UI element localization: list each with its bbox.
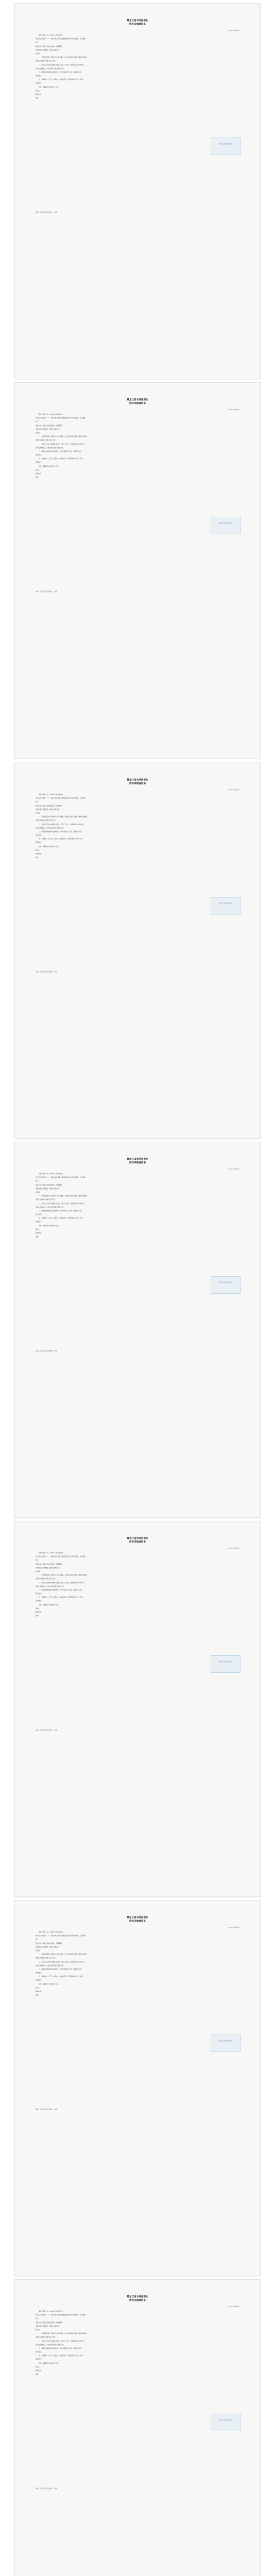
body-line: 在规定时间内与采购人签订合同。	[36, 1957, 57, 1959]
body-line: 视为放弃。	[36, 1972, 43, 1974]
body-line: 项目名称：黑龙江省农村信用社，服务期限	[36, 2321, 62, 2324]
body-line: 项目名称：黑龙江省农村信用社，服务期限	[36, 1942, 62, 1944]
body-line: 如下：	[36, 1938, 40, 1941]
body-line: 供应商：	[36, 1570, 41, 1572]
page-header	[15, 1521, 260, 1544]
body-line: 三、请于收到本通知书后按要求，与我方联系签订合同，逾期未签订的，	[39, 1209, 83, 1212]
document-date: 2024年1月10日	[229, 1547, 239, 1549]
body-line: 视为放弃。	[36, 2351, 43, 2353]
body-line: 联系人：	[36, 1986, 41, 1989]
body-line: 联系电话：	[36, 1232, 43, 1234]
body-line: 联系人：	[36, 849, 41, 851]
body-line: 投标文件的约定，与成交供应商签订书面合同。	[36, 67, 65, 70]
official-stamp: 黑龙江省农村信用社	[211, 2035, 241, 2052]
body-line: 地址：	[36, 1994, 40, 1996]
official-stamp: 黑龙江省农村信用社	[211, 897, 241, 914]
body-line: 同等效力。	[36, 1600, 43, 1602]
body-line: 联系人：	[36, 2365, 41, 2368]
body-line: 采购内容及采购数量，确定成交供应商	[36, 428, 59, 430]
org-title: 黑龙江省农村信用社	[127, 779, 148, 782]
page-footer: 第1页，黑龙江省农村信用社，共1页	[36, 1730, 58, 1731]
doc-title: 资料采购通知书	[129, 1162, 146, 1164]
body-line: 项目名称：黑龙江省农村信用社，服务期限	[36, 1183, 62, 1186]
document-date: 2024年1月10日	[229, 2306, 239, 2308]
body-text	[15, 1930, 260, 1997]
official-stamp: 黑龙江省农村信用社	[211, 138, 241, 155]
body-line: 同等效力。	[36, 461, 43, 464]
body-line: 三、请于收到本通知书后按要求，与我方联系签订合同，逾期未签订的，	[39, 1968, 83, 1970]
doc-title: 资料采购通知书	[129, 23, 146, 26]
body-line: 二、采购人应当自中标通知书发出之日起三十日内，按照招标文件和中标人	[39, 1960, 84, 1963]
body-line: 一、采购项目名称、服务内容、服务要求。成交供应商应当按照本通知书的要求	[39, 2332, 88, 2335]
doc-title: 资料采购通知书	[129, 2299, 146, 2302]
body-line: 采购内容及采购数量，确定成交供应商	[36, 2325, 59, 2327]
page-footer: 第1页，黑龙江省农村信用社，共1页	[36, 212, 58, 213]
body-line: 同等效力。	[36, 2358, 43, 2361]
document-page	[14, 1900, 261, 2276]
doc-title: 资料采购通知书	[129, 402, 146, 405]
body-line: 投标文件的约定，与成交供应商签订书面合同。	[36, 2343, 65, 2346]
org-title: 黑龙江省农村信用社	[127, 1158, 148, 1161]
body-line: 三、请于收到本通知书后按要求，与我方联系签订合同，逾期未签订的，	[39, 2347, 83, 2349]
body-line: 你方签订合同如下（一）采购人本次采购主要包括招标文件所列的服务，合同金额	[36, 1935, 85, 1937]
body-line: 一、采购项目名称、服务内容、服务要求。成交供应商应当按照本通知书的要求	[39, 1195, 88, 1197]
document-date: 2024年1月10日	[229, 29, 239, 31]
body-line: 供应商：	[36, 1191, 41, 1193]
page-footer: 第1页，黑龙江省农村信用社，共1页	[36, 971, 58, 973]
page-header	[15, 2280, 260, 2302]
body-line: 附件：采购项目中标结果一览表。	[39, 465, 60, 467]
page-footer: 第1页，黑龙江省农村信用社，共1页	[36, 2109, 58, 2110]
official-stamp: 黑龙江省农村信用社	[211, 517, 241, 534]
document-page	[14, 1521, 261, 1897]
body-line: 投标文件的约定，与成交供应商签订书面合同。	[36, 446, 65, 449]
body-line: 附件：采购项目中标结果一览表。	[39, 1982, 60, 1985]
document-page	[14, 1142, 261, 1518]
body-line: 地址：	[36, 97, 40, 99]
body-line: 项目名称：黑龙江省农村信用社，服务期限	[36, 804, 62, 807]
body-line: 项目名称：黑龙江省农村信用社，服务期限	[36, 1563, 62, 1565]
body-line: 一、采购项目名称、服务内容、服务要求。成交供应商应当按照本通知书的要求	[39, 1574, 88, 1577]
body-line: 四、本通知书一式三份，采购人、成交供应商、代理机构各执一份，具有	[39, 1975, 83, 1978]
org-title: 黑龙江省农村信用社	[127, 399, 148, 401]
body-line: 四、本通知书一式三份，采购人、成交供应商、代理机构各执一份，具有	[39, 78, 83, 81]
body-line: 二、采购人应当自中标通知书发出之日起三十日内，按照招标文件和中标人	[39, 1581, 84, 1584]
body-line: 如下：	[36, 41, 40, 44]
page-header	[15, 4, 260, 26]
body-line: 采购内容及采购数量，确定成交供应商	[36, 1945, 59, 1948]
body-line: 联系电话：	[36, 1990, 43, 1992]
body-line: 视为放弃。	[36, 1592, 43, 1595]
body-line: 地址：	[36, 1615, 40, 1617]
body-line: 供应商：	[36, 811, 41, 814]
body-line: 如下：	[36, 801, 40, 803]
body-line: 采购方名称：省，2024年1月10日发出。	[39, 1552, 64, 1554]
page-header	[15, 763, 260, 786]
body-line: 在规定时间内与采购人签订合同。	[36, 1198, 57, 1201]
body-line: 联系人：	[36, 89, 41, 92]
org-title: 黑龙江省农村信用社	[127, 2296, 148, 2298]
document-date: 2024年1月10日	[229, 1168, 239, 1170]
body-line: 联系人：	[36, 1607, 41, 1609]
body-line: 同等效力。	[36, 841, 43, 844]
body-text	[15, 2310, 260, 2376]
body-line: 四、本通知书一式三份，采购人、成交供应商、代理机构各执一份，具有	[39, 838, 83, 840]
body-text	[15, 793, 260, 859]
body-text	[15, 1172, 260, 1239]
org-title: 黑龙江省农村信用社	[127, 1537, 148, 1540]
official-stamp: 黑龙江省农村信用社	[211, 2414, 241, 2431]
document-page	[14, 2279, 261, 2576]
org-title: 黑龙江省农村信用社	[127, 20, 148, 22]
document-date: 2024年1月10日	[229, 409, 239, 411]
body-line: 附件：采购项目中标结果一览表。	[39, 845, 60, 848]
body-line: 地址：	[36, 1235, 40, 1238]
body-line: 供应商：	[36, 2328, 41, 2331]
body-line: 二、采购人应当自中标通知书发出之日起三十日内，按照招标文件和中标人	[39, 823, 84, 825]
body-line: 视为放弃。	[36, 454, 43, 456]
body-text	[15, 33, 260, 100]
body-line: 采购方名称：省，2024年1月10日发出。	[39, 413, 64, 415]
body-line: 四、本通知书一式三份，采购人、成交供应商、代理机构各执一份，具有	[39, 1596, 83, 1599]
org-title: 黑龙江省农村信用社	[127, 1917, 148, 1919]
body-line: 联系人：	[36, 1228, 41, 1230]
body-line: 联系电话：	[36, 2369, 43, 2371]
body-line: 在规定时间内与采购人签订合同。	[36, 60, 57, 62]
body-line: 采购方名称：省，2024年1月10日发出。	[39, 1173, 64, 1175]
body-line: 供应商：	[36, 52, 41, 55]
page-footer: 第1页，黑龙江省农村信用社，共1页	[36, 1350, 58, 1352]
body-line: 采购方名称：省，2024年1月10日发出。	[39, 2310, 64, 2312]
body-line: 一、采购项目名称、服务内容、服务要求。成交供应商应当按照本通知书的要求	[39, 1953, 88, 1956]
body-line: 你方签订合同如下（一）采购人本次采购主要包括招标文件所列的服务，合同金额	[36, 1555, 85, 1558]
body-line: 附件：采购项目中标结果一览表。	[39, 1224, 60, 1227]
page-header	[15, 1142, 260, 1165]
body-line: 在规定时间内与采购人签订合同。	[36, 439, 57, 442]
body-line: 三、请于收到本通知书后按要求，与我方联系签订合同，逾期未签订的，	[39, 1588, 83, 1591]
body-line: 地址：	[36, 856, 40, 859]
body-line: 一、采购项目名称、服务内容、服务要求。成交供应商应当按照本通知书的要求	[39, 816, 88, 818]
page-footer: 第1页，黑龙江省农村信用社，共1页	[36, 591, 58, 592]
page-header	[15, 383, 260, 405]
body-line: 视为放弃。	[36, 1213, 43, 1216]
body-line: 地址：	[36, 476, 40, 479]
body-line: 如下：	[36, 1180, 40, 1182]
body-line: 同等效力。	[36, 82, 43, 84]
body-line: 同等效力。	[36, 1979, 43, 1981]
body-line: 投标文件的约定，与成交供应商签订书面合同。	[36, 826, 65, 829]
body-line: 地址：	[36, 2373, 40, 2376]
body-line: 附件：采购项目中标结果一览表。	[39, 2362, 60, 2364]
doc-title: 资料采购通知书	[129, 1541, 146, 1544]
body-line: 采购方名称：省，2024年1月10日发出。	[39, 34, 64, 36]
page-header	[15, 1901, 260, 1923]
body-line: 四、本通知书一式三份，采购人、成交供应商、代理机构各执一份，具有	[39, 2354, 83, 2357]
body-line: 附件：采购项目中标结果一览表。	[39, 1603, 60, 1606]
body-line: 如下：	[36, 420, 40, 423]
body-line: 采购内容及采购数量，确定成交供应商	[36, 48, 59, 51]
document-page	[14, 762, 261, 1139]
document-page	[14, 3, 261, 379]
body-line: 投标文件的约定，与成交供应商签订书面合同。	[36, 1964, 65, 1967]
body-line: 在规定时间内与采购人签订合同。	[36, 819, 57, 822]
body-line: 四、本通知书一式三份，采购人、成交供应商、代理机构各执一份，具有	[39, 457, 83, 460]
body-line: 三、请于收到本通知书后按要求，与我方联系签订合同，逾期未签订的，	[39, 830, 83, 833]
body-text	[15, 1551, 260, 1618]
body-line: 采购内容及采购数量，确定成交供应商	[36, 1566, 59, 1569]
body-line: 附件：采购项目中标结果一览表。	[39, 86, 60, 88]
body-line: 供应商：	[36, 431, 41, 434]
body-line: 在规定时间内与采购人签订合同。	[36, 1578, 57, 1580]
body-line: 视为放弃。	[36, 75, 43, 77]
body-line: 二、采购人应当自中标通知书发出之日起三十日内，按照招标文件和中标人	[39, 63, 84, 66]
body-line: 采购方名称：省，2024年1月10日发出。	[39, 1931, 64, 1933]
body-line: 供应商：	[36, 1949, 41, 1952]
body-line: 三、请于收到本通知书后按要求，与我方联系签订合同，逾期未签订的，	[39, 450, 83, 452]
body-line: 投标文件的约定，与成交供应商签订书面合同。	[36, 1206, 65, 1208]
body-line: 联系电话：	[36, 1611, 43, 1613]
body-line: 投标文件的约定，与成交供应商签订书面合同。	[36, 1585, 65, 1587]
body-line: 你方签订合同如下（一）采购人本次采购主要包括招标文件所列的服务，合同金额	[36, 797, 85, 800]
body-line: 三、请于收到本通知书后按要求，与我方联系签订合同，逾期未签订的，	[39, 71, 83, 73]
body-line: 联系人：	[36, 468, 41, 471]
document-date: 2024年1月10日	[229, 789, 239, 791]
body-line: 在规定时间内与采购人签订合同。	[36, 2336, 57, 2338]
body-line: 视为放弃。	[36, 834, 43, 837]
body-line: 如下：	[36, 1559, 40, 1562]
body-line: 采购内容及采购数量，确定成交供应商	[36, 808, 59, 810]
doc-title: 资料采购通知书	[129, 1920, 146, 1923]
official-stamp: 黑龙江省农村信用社	[211, 1655, 241, 1673]
body-line: 同等效力。	[36, 1221, 43, 1223]
body-line: 采购方名称：省，2024年1月10日发出。	[39, 793, 64, 795]
body-line: 项目名称：黑龙江省农村信用社，服务期限	[36, 45, 62, 47]
document-date: 2024年1月10日	[229, 1926, 239, 1928]
document-page	[14, 382, 261, 758]
official-stamp: 黑龙江省农村信用社	[211, 1276, 241, 1294]
body-line: 你方签订合同如下（一）采购人本次采购主要包括招标文件所列的服务，合同金额	[36, 38, 85, 40]
page-footer: 第1页，黑龙江省农村信用社，共1页	[36, 2488, 58, 2489]
body-line: 你方签订合同如下（一）采购人本次采购主要包括招标文件所列的服务，合同金额	[36, 2314, 85, 2316]
body-line: 项目名称：黑龙江省农村信用社，服务期限	[36, 424, 62, 427]
body-line: 你方签订合同如下（一）采购人本次采购主要包括招标文件所列的服务，合同金额	[36, 417, 85, 419]
body-line: 如下：	[36, 2317, 40, 2320]
body-line: 四、本通知书一式三份，采购人、成交供应商、代理机构各执一份，具有	[39, 1217, 83, 1219]
body-line: 一、采购项目名称、服务内容、服务要求。成交供应商应当按照本通知书的要求	[39, 56, 88, 59]
body-line: 二、采购人应当自中标通知书发出之日起三十日内，按照招标文件和中标人	[39, 443, 84, 445]
body-line: 二、采购人应当自中标通知书发出之日起三十日内，按照招标文件和中标人	[39, 2340, 84, 2342]
body-line: 联系电话：	[36, 93, 43, 95]
body-line: 联系电话：	[36, 853, 43, 855]
body-text	[15, 413, 260, 479]
doc-title: 资料采购通知书	[129, 783, 146, 785]
body-line: 你方签订合同如下（一）采购人本次采购主要包括招标文件所列的服务，合同金额	[36, 1176, 85, 1179]
body-line: 联系电话：	[36, 472, 43, 474]
body-line: 二、采购人应当自中标通知书发出之日起三十日内，按照招标文件和中标人	[39, 1202, 84, 1205]
body-line: 一、采购项目名称、服务内容、服务要求。成交供应商应当按照本通知书的要求	[39, 435, 88, 438]
body-line: 采购内容及采购数量，确定成交供应商	[36, 1187, 59, 1190]
